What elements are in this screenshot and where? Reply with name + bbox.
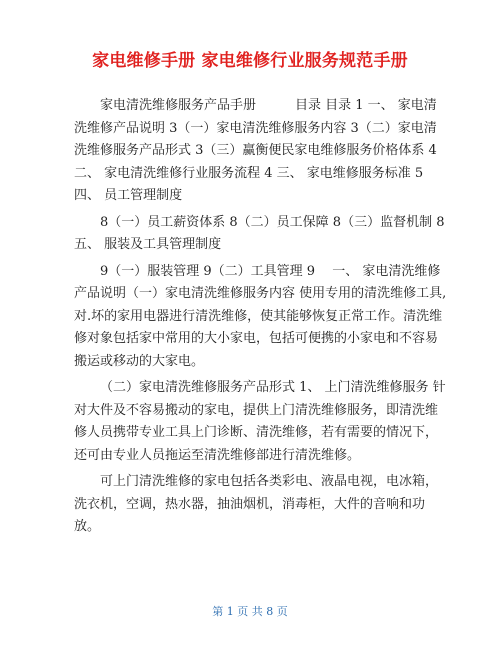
body-line: 放。 [74, 519, 101, 534]
body-line: （二）家电清洗维修服务产品形式 1、 上门清洗维修服务 针 [100, 380, 446, 395]
body-line: 洗衣机，空调，热水器，抽油烟机，消毒柜，大件的音响和功 [74, 496, 426, 512]
body-line: 产品说明（一）家电清洗维修服务内容 使用专用的清洗维修工具, [74, 286, 447, 301]
body-line: 修对象包括家中常用的大小家电，包括可便携的小家电和不容易 [74, 331, 439, 346]
body-line: 还可由专业人员拖运至清洗维修部进行清洗维修。 [74, 447, 361, 463]
body-line: 家电清洗维修服务产品手册 目录 目录 1 一、 家电清 [100, 98, 437, 113]
body-line: 五、 服装及工具管理制度 [74, 237, 222, 252]
body-line: 对.坏的家用电器进行清洗维修，使其能够恢复正常工作。清洗维 [74, 308, 443, 324]
page-number-footer: 第 1 页 共 8 页 [212, 605, 288, 618]
body-line: 四、 员工管理制度 [74, 188, 183, 203]
body-line: 洗维修服务产品形式 3（三）赢衡便民家电维修服务价格体系 4 [74, 143, 437, 158]
body-line: 洗维修产品说明 3（一）家电清洗维修服务内容 3（二）家电清 [74, 120, 437, 136]
body-line: 8（一）员工薪资体系 8（二）员工保障 8（三）监督机制 8 [100, 214, 445, 230]
body-line: 修人员携带专业工具上门诊断、清洗维修，若有需要的情况下， [74, 425, 439, 440]
body-line: 搬运或移动的大家电。 [74, 353, 205, 369]
body-line: 9（一）服装管理 9（二）工具管理 9 一、 家电清洗维修 [100, 263, 441, 279]
body-line: 可上门清洗维修的家电包括各类彩电、液晶电视，电冰箱， [100, 474, 439, 489]
document-body [74, 95, 447, 539]
body-line: 二、 家电清洗维修行业服务流程 4 三、 家电维修服务标准 5 [74, 165, 424, 181]
body-line: 对大件及不容易搬动的家电，提供上门清洗维修服务，即清洗维 [74, 402, 439, 418]
document-title: 家电维修手册 家电维修行业服务规范手册 [92, 51, 408, 71]
